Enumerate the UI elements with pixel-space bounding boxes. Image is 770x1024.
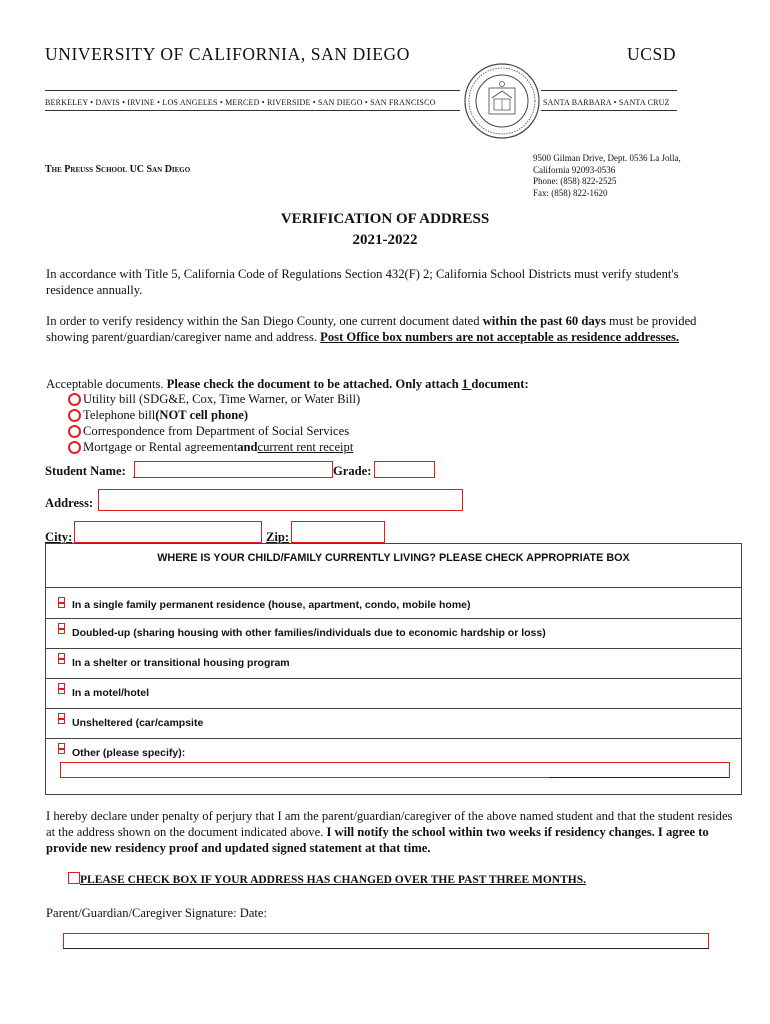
doc-option-telephone[interactable] (68, 408, 248, 423)
grade-label: Grade: (333, 464, 372, 478)
address-changed-checkbox[interactable] (68, 872, 80, 884)
option-label: Correspondence from Department of Social Services (83, 424, 350, 438)
contact-city: California 92093-0536 (533, 164, 616, 175)
campus-list-right: SANTA BARBARA • SANTA CRUZ (543, 98, 670, 107)
row-label: In a single family permanent residence (house, apartment, condo, mobile home) (72, 599, 471, 611)
living-situation-table (45, 543, 742, 795)
signature-input[interactable] (63, 933, 709, 949)
acceptable-instruction-a: Please check the document to be attached. Only attach (166, 377, 462, 391)
declaration-text: I hereby declare under penalty of perjury that I am the parent/guardian/caregiver of the above named student and that the student resides at the address shown on the document indicated above. (46, 809, 733, 839)
checkbox-doubled-up[interactable] (58, 623, 65, 634)
radio-utility-bill[interactable] (68, 393, 81, 406)
university-seal-icon (463, 62, 541, 140)
radio-telephone-bill[interactable] (68, 409, 81, 422)
address-label: Address: (45, 496, 94, 510)
verification-text-c: must be provided showing parent/guardian/caregiver name and address. (46, 314, 697, 344)
table-row[interactable] (46, 618, 741, 649)
radio-mortgage-rental[interactable] (68, 441, 81, 454)
acceptable-documents-intro (46, 376, 726, 392)
doc-option-utility[interactable] (68, 392, 360, 407)
student-name-label: Student Name: (45, 464, 126, 478)
regulation-paragraph: In accordance with Title 5, California Code of Regulations Section 432(F) 2; California School Districts must verify student's residence annually. (46, 267, 679, 297)
header-rule-right-bottom (541, 110, 677, 111)
zip-input[interactable] (291, 521, 385, 543)
university-abbr: UCSD (627, 44, 677, 64)
document-year: 2021-2022 (352, 232, 418, 248)
table-row[interactable] (46, 708, 741, 739)
table-row[interactable] (46, 738, 741, 794)
row-label: Doubled-up (sharing housing with other families/individuals due to economic hardship or loss) (72, 627, 546, 639)
radio-social-services[interactable] (68, 425, 81, 438)
school-contact (533, 153, 733, 199)
option-label-bold: (NOT cell phone) (155, 408, 249, 422)
table-row[interactable] (46, 587, 741, 619)
university-name: UNIVERSITY OF CALIFORNIA, SAN DIEGO (45, 44, 411, 64)
acceptable-intro: Acceptable documents. (46, 377, 167, 391)
other-specify-underline (549, 777, 729, 778)
zip-label: Zip: (266, 530, 290, 544)
option-label-bold: and (237, 440, 258, 454)
row-label: Unsheltered (car/campsite (72, 717, 204, 729)
checkbox-motel[interactable] (58, 683, 65, 694)
contact-fax: Fax: (858) 822-1620 (533, 187, 608, 198)
acceptable-instruction-b: document: (471, 377, 529, 391)
student-name-input[interactable] (134, 461, 333, 478)
po-box-notice: Post Office box numbers are not acceptable as residence addresses. (320, 330, 680, 344)
grade-input[interactable] (374, 461, 435, 478)
table-row[interactable] (46, 648, 741, 679)
address-changed-label: PLEASE CHECK BOX IF YOUR ADDRESS HAS CHANGED OVER THE PAST THREE MONTHS. (80, 874, 586, 886)
option-label: Utility bill (SDG&E, Cox, Time Warner, or Water Bill) (83, 392, 361, 406)
other-specify-input[interactable] (60, 762, 730, 778)
checkbox-other[interactable] (58, 743, 65, 754)
declaration-paragraph (46, 808, 736, 856)
table-row[interactable] (46, 678, 741, 709)
contact-phone: Phone: (858) 822-2525 (533, 176, 617, 186)
checkbox-unsheltered[interactable] (58, 713, 65, 724)
checkbox-single-family[interactable] (58, 597, 65, 608)
verification-text-b: within the past 60 days (482, 314, 606, 328)
verification-text-a: In order to verify residency within the San Diego County, one current document dated (46, 314, 483, 328)
declaration-commitment: I will notify the school within two weeks if residency changes. I agree to provide new residency proof and updated signed statement at that time. (46, 825, 709, 855)
acceptable-one: 1 (461, 377, 472, 391)
verification-paragraph (46, 313, 726, 345)
doc-option-social-services[interactable] (68, 424, 349, 439)
campus-list-left: BERKELEY • DAVIS • IRVINE • LOS ANGELES • MERCED • RIVERSIDE • SAN DIEGO • SAN FRANCISCO (45, 98, 436, 107)
school-name: The Preuss School UC San Diego (45, 164, 191, 175)
address-input[interactable] (98, 489, 463, 511)
header-rule-left (45, 90, 460, 91)
city-input[interactable] (74, 521, 262, 543)
row-label: In a motel/hotel (72, 687, 150, 699)
header-rule-right (541, 90, 677, 91)
signature-underline (63, 948, 709, 949)
document-title: VERIFICATION OF ADDRESS (280, 211, 490, 227)
city-label: City: (45, 530, 73, 544)
signature-label: Parent/Guardian/Caregiver Signature: Date: (46, 906, 268, 920)
checkbox-shelter[interactable] (58, 653, 65, 664)
option-label: Mortgage or Rental agreement (83, 440, 238, 454)
header-rule-left-bottom (45, 110, 460, 111)
row-label: In a shelter or transitional housing program (72, 657, 290, 669)
row-label: Other (please specify): (72, 747, 186, 759)
contact-street: 9500 Gilman Drive, Dept. 0536 La Jolla, (533, 153, 681, 163)
doc-option-mortgage[interactable] (68, 440, 353, 455)
option-label: Telephone bill (83, 408, 156, 422)
address-changed-row[interactable] (68, 872, 586, 886)
living-table-header: WHERE IS YOUR CHILD/FAMILY CURRENTLY LIVING? PLEASE CHECK APPROPRIATE BOX (46, 544, 741, 588)
option-label-underlined: current rent receipt (257, 440, 354, 454)
